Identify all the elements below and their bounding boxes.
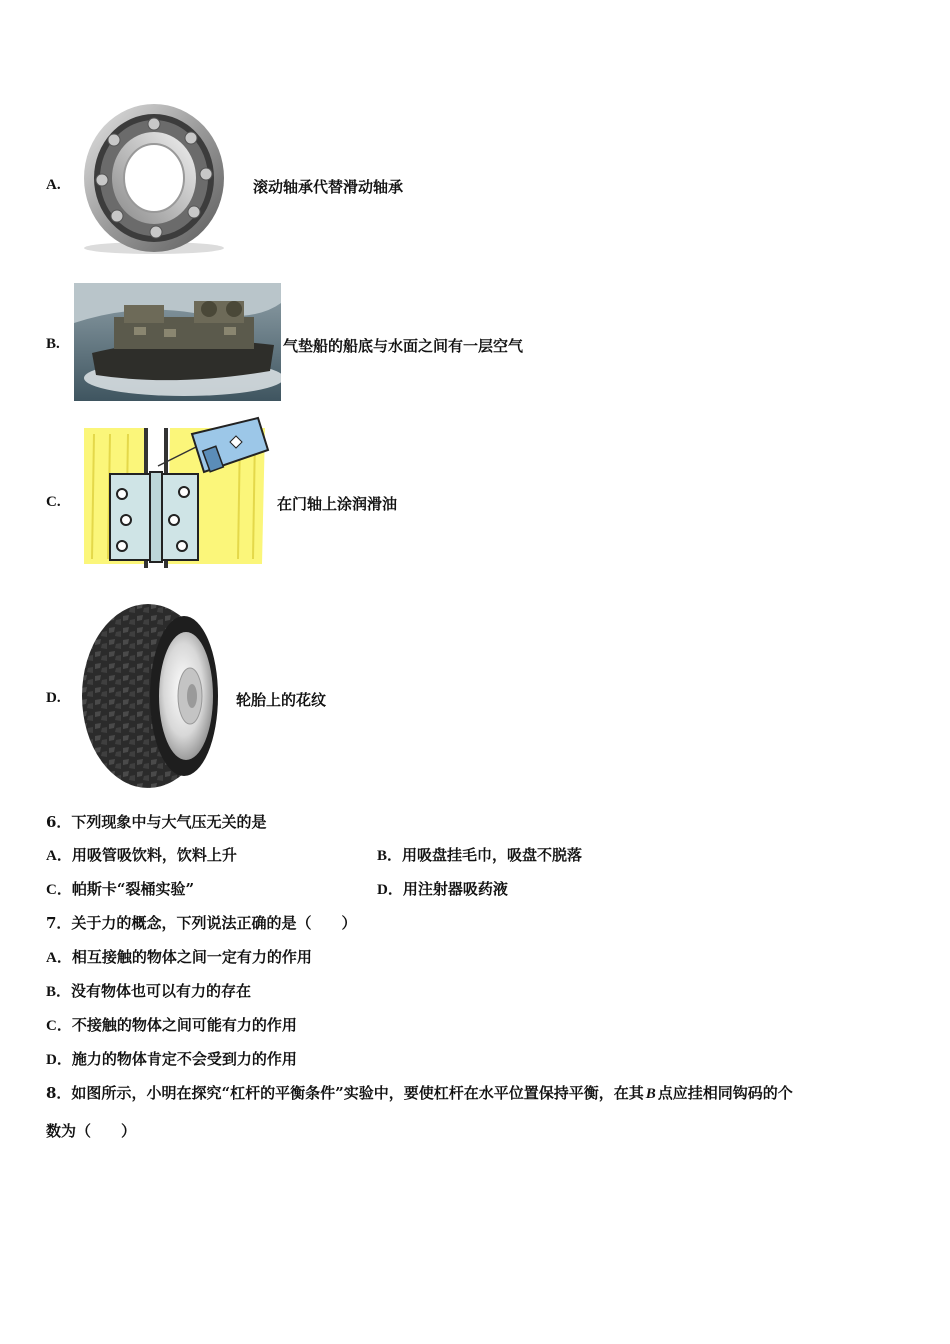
- option-a-letter: A.: [46, 177, 61, 193]
- q7-option-b-letter: B．: [46, 984, 72, 1000]
- q6-option-c-text: 帕斯卡“裂桶实验”: [71, 880, 195, 898]
- ball-bearing-image: [74, 100, 234, 255]
- q6-option-b-letter: B．: [377, 848, 403, 864]
- q7-option-d-text: 施力的物体肯定不会受到力的作用: [71, 1050, 297, 1068]
- q7-option-c: [46, 1015, 297, 1036]
- q6-option-d-letter: D．: [377, 882, 403, 898]
- q6-option-d-text: 用注射器吸药液: [402, 880, 508, 898]
- q7-option-d-letter: D．: [46, 1052, 72, 1068]
- q7-option-b: [46, 981, 251, 1002]
- q6-stem: 6．下列现象中与大气压无关的是: [46, 813, 267, 831]
- q7-option-a-text: 相互接触的物体之间一定有力的作用: [71, 948, 312, 966]
- q8-point-b: B: [645, 1086, 656, 1102]
- q8-stem-part2: 点应挂相同钩码的个: [657, 1084, 793, 1102]
- hovercraft-image: [74, 283, 281, 401]
- option-c-letter: C.: [46, 494, 61, 510]
- q8-stem-line1: [46, 1083, 793, 1104]
- q7-option-b-text: 没有物体也可以有力的存在: [71, 982, 252, 1000]
- option-d-text: 轮胎上的花纹: [236, 691, 327, 709]
- q6-option-a-letter: A．: [46, 848, 72, 864]
- q6-option-b-text: 用吸盘挂毛巾，吸盘不脱落: [402, 846, 583, 864]
- q6-option-b: [377, 845, 582, 866]
- q6-option-c: [46, 879, 194, 900]
- q7-option-a: [46, 947, 312, 968]
- tire-tread-image: [80, 602, 222, 790]
- option-d-letter: D.: [46, 690, 61, 706]
- q8-stem-line2: 数为（ ）: [46, 1122, 137, 1140]
- q6-option-a: [46, 845, 237, 866]
- option-b-text: 气垫船的船底与水面之间有一层空气: [283, 337, 524, 355]
- q7-stem: 7．关于力的概念，下列说法正确的是（ ）: [46, 914, 357, 932]
- q6-option-c-letter: C．: [46, 882, 72, 898]
- option-c-text: 在门轴上涂润滑油: [277, 495, 398, 513]
- q7-option-c-text: 不接触的物体之间可能有力的作用: [71, 1016, 297, 1034]
- oiling-door-hinge-image: [80, 414, 270, 568]
- q6-option-a-text: 用吸管吸饮料，饮料上升: [71, 846, 237, 864]
- q7-option-d: [46, 1049, 297, 1070]
- q8-stem-part1: 8．如图所示，小明在探究“杠杆的平衡条件”实验中，要使杠杆在水平位置保持平衡，在其: [46, 1084, 644, 1102]
- q7-option-c-letter: C．: [46, 1018, 72, 1034]
- q7-option-a-letter: A．: [46, 950, 72, 966]
- option-b-letter: B.: [46, 336, 60, 352]
- q6-option-d: [377, 879, 508, 900]
- option-a-text: 滚动轴承代替滑动轴承: [253, 178, 404, 196]
